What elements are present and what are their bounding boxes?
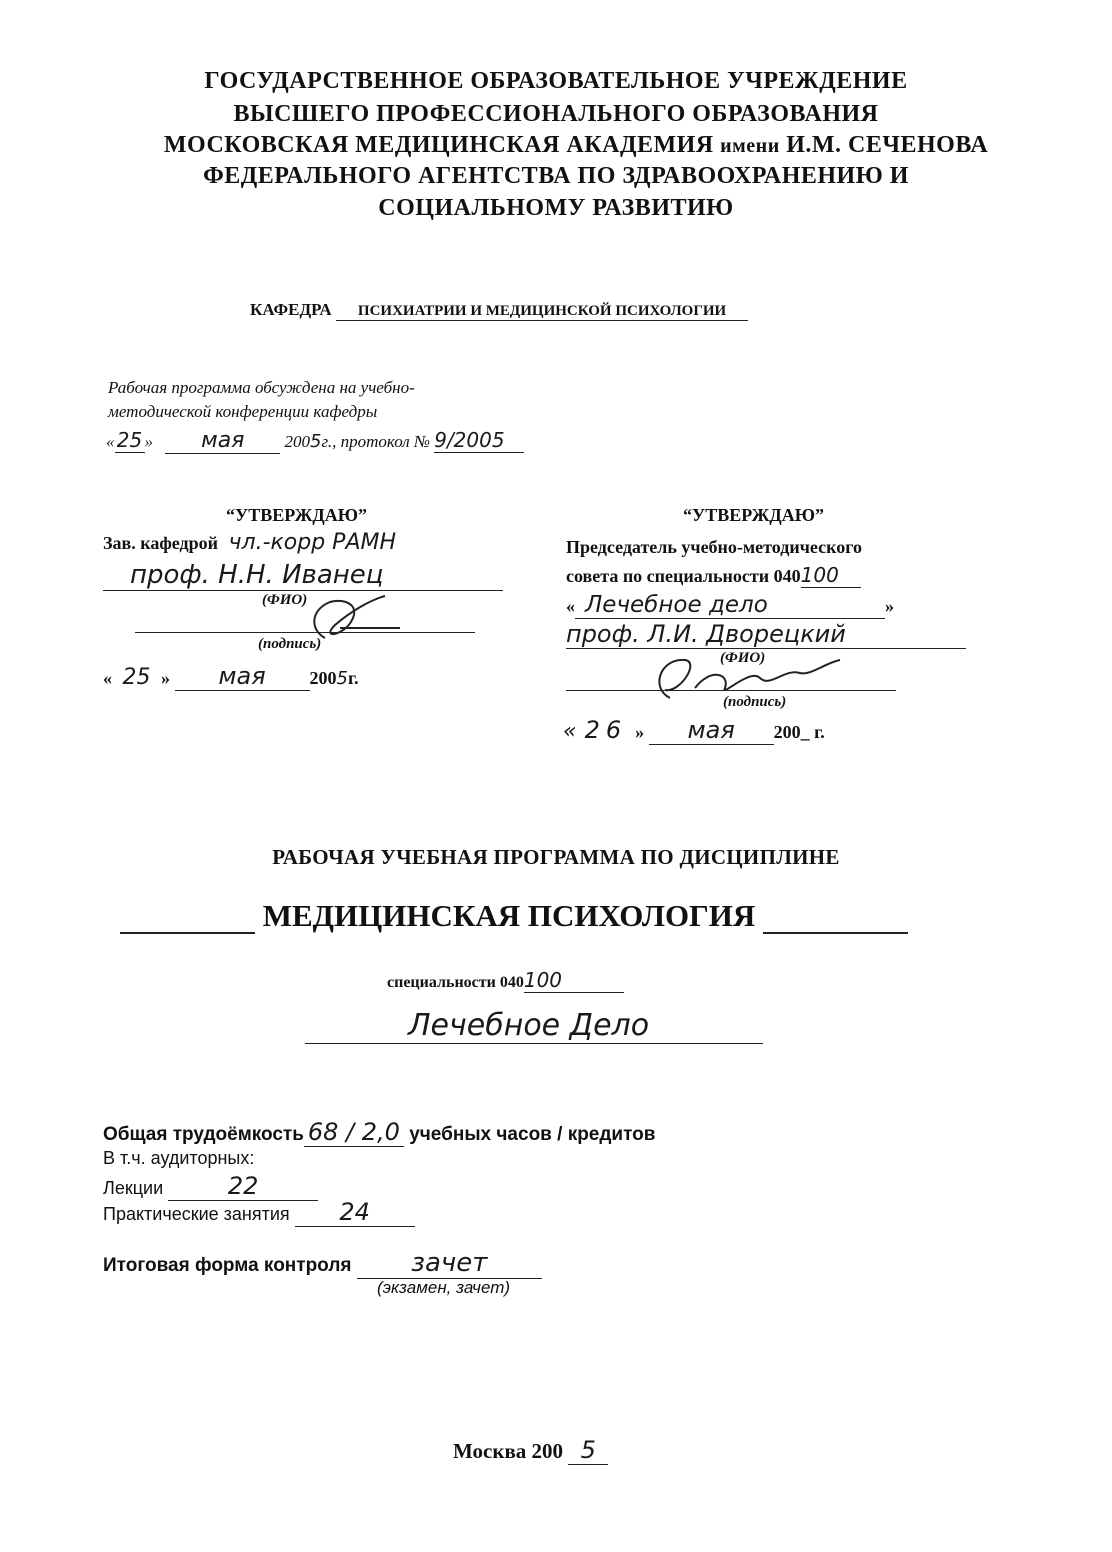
approve-right-specialty-close: » [885, 596, 894, 616]
approve-left-position [103, 530, 396, 555]
approve-right-line-2-text: совета по специальности 040 [566, 566, 801, 586]
approve-right-signature-label: (подпись) [723, 694, 787, 710]
approve-left-year-suffix: г. [347, 668, 359, 688]
discussion-date-line [106, 428, 524, 454]
approve-right-specialty-open: « [566, 596, 575, 616]
approve-right-day: 26 [584, 716, 628, 744]
approve-left-month: мая [175, 662, 310, 691]
approve-right-specialty-name: Лечебное дело [575, 592, 885, 619]
discipline-left-line [120, 902, 255, 934]
approve-right-signature-underline [566, 690, 896, 691]
workload-lectures-label: Лекции [103, 1178, 164, 1198]
discussion-month: мая [165, 428, 280, 454]
program-specialty-name-underline [305, 1043, 763, 1044]
protocol-number: 9/2005 [434, 428, 524, 453]
approve-left-signature-underline [135, 632, 475, 633]
workload-auditory-label: В т.ч. аудиторных: [103, 1148, 255, 1168]
discussion-day: 25 [115, 428, 145, 453]
approve-right-title: “УТВЕРЖДАЮ” [683, 505, 825, 525]
workload-control [103, 1248, 542, 1279]
approve-left-day: 25 [122, 665, 151, 690]
approve-left-position-hw: чл.-корр РАМН [228, 530, 397, 555]
discipline-right-line [763, 902, 908, 934]
program-specialty-code: 100 [524, 968, 624, 993]
approve-right-line-2 [566, 563, 861, 588]
approve-left-position-label: Зав. кафедрой [103, 533, 219, 553]
approve-left-date-mid: » [161, 668, 170, 688]
approve-right-line-1: Председатель учебно-методического [566, 537, 862, 557]
workload-total [103, 1118, 655, 1147]
header-line-1: ГОСУДАРСТВЕННОЕ ОБРАЗОВАТЕЛЬНОЕ УЧРЕЖДЕНИЕ [204, 68, 908, 94]
approve-left-name: проф. Н.Н. Иванец [130, 560, 384, 590]
discussion-year-prefix: 200 [284, 432, 310, 451]
approve-left-year-prefix: 200 [309, 668, 337, 688]
department-line [250, 300, 748, 321]
workload-total-units: учебных часов / кредитов [409, 1124, 656, 1145]
academy-name: МОСКОВСКАЯ МЕДИЦИНСКАЯ АКАДЕМИЯ [163, 132, 714, 158]
workload-control-value: зачет [357, 1248, 542, 1279]
workload-total-label: Общая трудоёмкость [103, 1124, 304, 1145]
header-line-academy [20, 130, 1112, 161]
discussion-line-2: методической конференции кафедры [108, 402, 378, 421]
discipline-name: МЕДИЦИНСКАЯ ПСИХОЛОГИЯ [262, 898, 756, 933]
workload-control-label: Итоговая форма контроля [103, 1255, 352, 1276]
department-label: КАФЕДРА [250, 300, 332, 319]
approve-left-date-open: « [103, 668, 112, 688]
workload-control-hint: (экзамен, зачет) [377, 1278, 511, 1297]
workload-practice [103, 1198, 415, 1227]
approve-left-year-digit: 5 [336, 668, 348, 689]
discipline-line [120, 898, 908, 934]
academy-sechenov: И.М. СЕЧЕНОВА [786, 132, 989, 158]
academy-imeni: имени [720, 135, 780, 157]
approve-right-fio-label: (ФИО) [720, 650, 766, 666]
workload-practice-value: 24 [295, 1198, 415, 1227]
approve-left-fio-label: (ФИО) [262, 592, 308, 608]
workload-total-value: 68 / 2,0 [304, 1118, 404, 1147]
program-specialty [387, 968, 624, 993]
header-line-3: ФЕДЕРАЛЬНОГО АГЕНТСТВА ПО ЗДРАВООХРАНЕНИЮ И [203, 163, 909, 189]
discussion-year-digit: 5 [310, 431, 322, 452]
department-name: ПСИХИАТРИИ И МЕДИЦИНСКОЙ ПСИХОЛОГИИ [336, 303, 748, 321]
approve-right-name: проф. Л.И. Дворецкий [566, 620, 846, 648]
quote-close: » [144, 432, 153, 451]
program-specialty-label: специальности 040 [387, 974, 524, 991]
approve-right-specialty-code: 100 [801, 563, 861, 588]
approve-right-specialty [566, 592, 894, 619]
footer-city-year-text: Москва 200 [453, 1439, 564, 1463]
discussion-line-1: Рабочая программа обсуждена на учебно- [108, 378, 415, 397]
approve-left-signature-label: (подпись) [258, 636, 322, 652]
workload-practice-label: Практические занятия [103, 1204, 290, 1224]
program-specialty-name: Лечебное Дело [408, 1008, 650, 1043]
approve-left-title: “УТВЕРЖДАЮ” [226, 505, 368, 525]
approve-right-year: 200_ г. [773, 722, 825, 742]
footer-year-digit: 5 [568, 1436, 608, 1465]
header-line-2: ВЫСШЕГО ПРОФЕССИОНАЛЬНОГО ОБРАЗОВАНИЯ [233, 101, 879, 127]
workload-lectures [103, 1172, 318, 1201]
header-line-4: СОЦИАЛЬНОМУ РАЗВИТИЮ [378, 195, 734, 221]
quote-open: « [106, 432, 115, 451]
approve-right-date [563, 716, 825, 745]
approve-left-date [103, 662, 359, 691]
approve-right-month: мая [649, 716, 774, 745]
footer-city-year [453, 1436, 608, 1465]
program-title: РАБОЧАЯ УЧЕБНАЯ ПРОГРАММА ПО ДИСЦИПЛИНЕ [272, 845, 840, 869]
approve-right-date-mid: » [635, 722, 645, 742]
approve-right-date-open: « [563, 719, 577, 744]
protocol-label: г., протокол № [321, 432, 430, 451]
workload-lectures-value: 22 [168, 1172, 318, 1201]
